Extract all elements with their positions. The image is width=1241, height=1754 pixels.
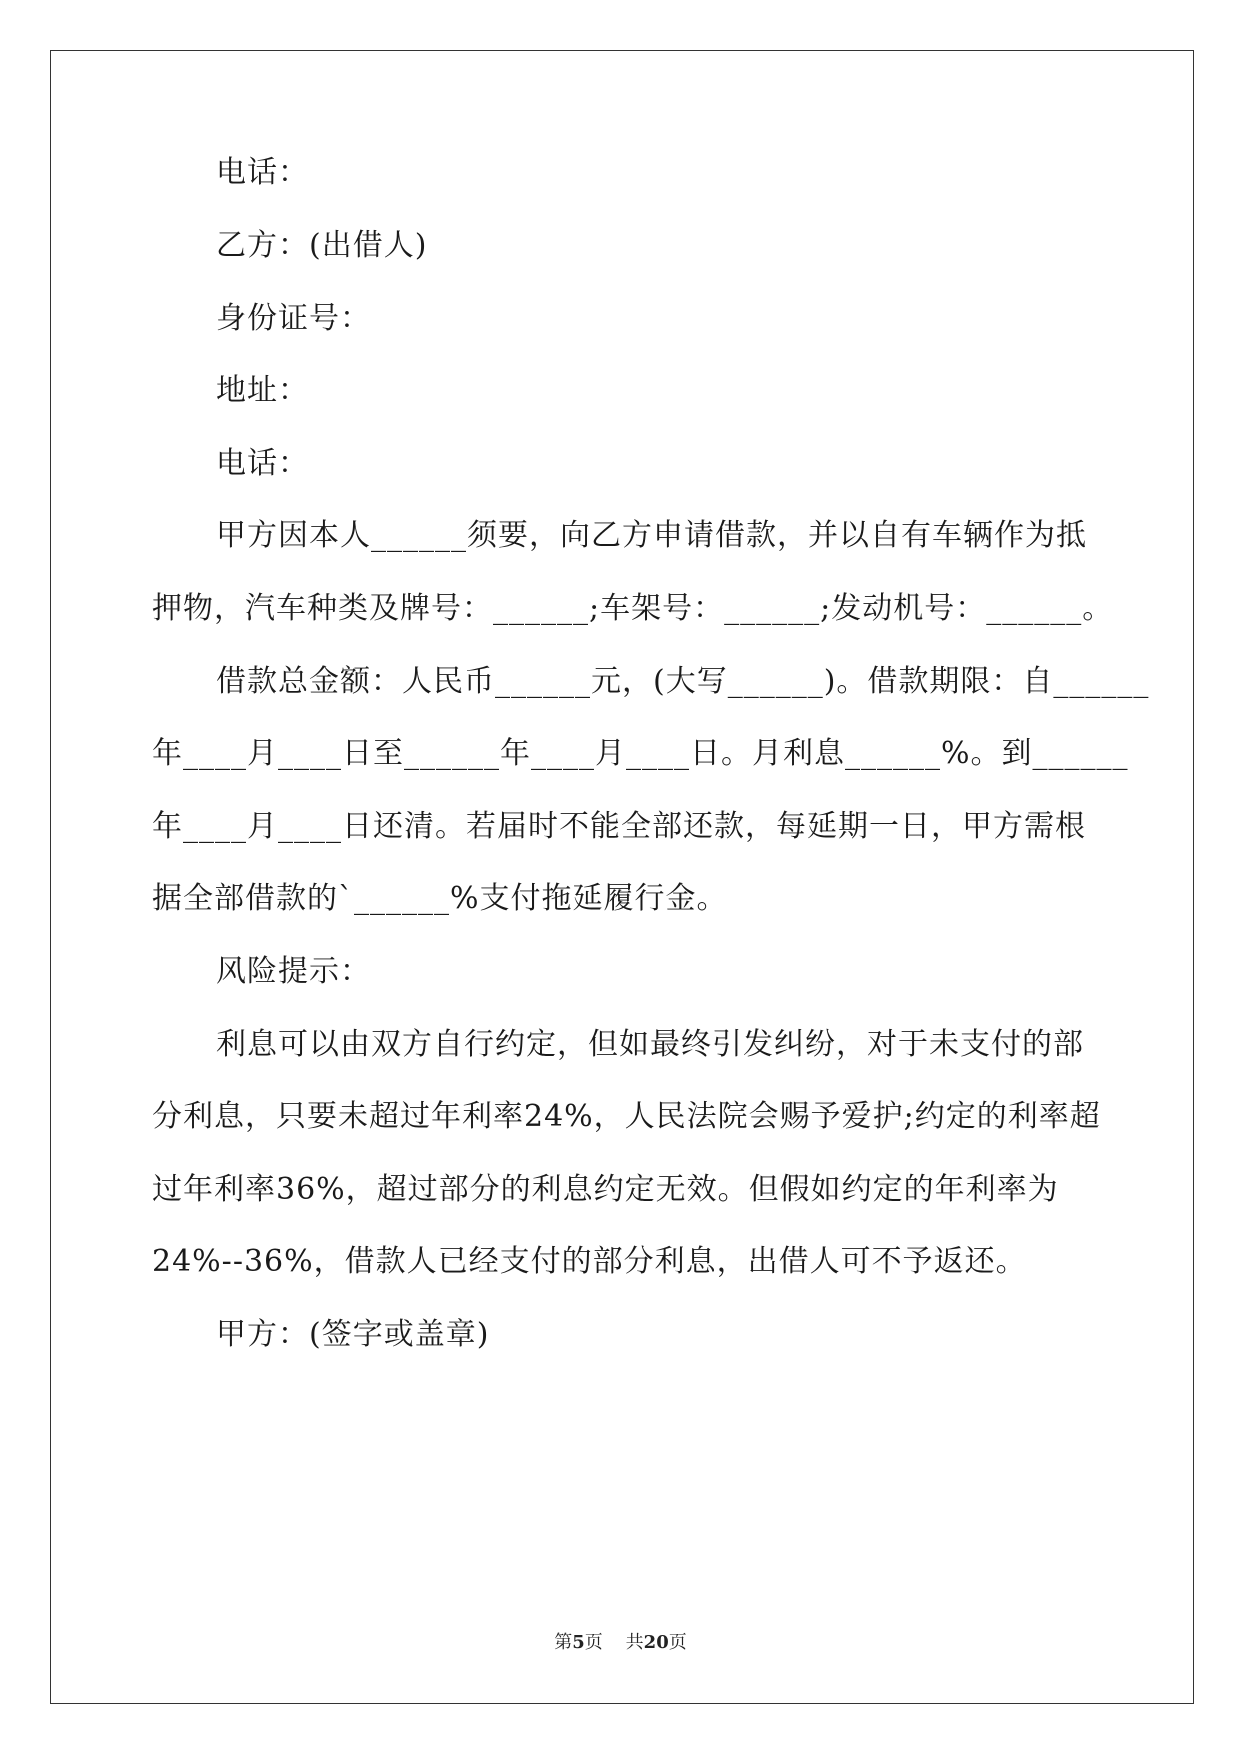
paragraph-risk-line-4: 24%--36%，借款人已经支付的部分利息，出借人可不予返还。 — [152, 1244, 1027, 1279]
footer-total-suffix: 页 — [668, 1632, 687, 1653]
footer-prefix: 第 — [554, 1632, 573, 1653]
paragraph-risk-line-1: 利息可以由双方自行约定，但如最终引发纠纷，对于未支付的部 — [216, 1027, 1084, 1062]
footer-total-prefix: 共 — [625, 1632, 644, 1653]
paragraph-loan-line-1: 借款总金额：人民币______元，(大写______)。借款期限：自______ — [216, 664, 1150, 699]
paragraph-risk-line-2: 分利息，只要未超过年利率24%，人民法院会赐予爱护;约定的利率超 — [152, 1099, 1101, 1134]
total-page-count: 20 — [643, 1632, 669, 1653]
paragraph-loan-line-4: 据全部借款的`______%支付拖延履行金。 — [152, 881, 728, 916]
phone-label-party-b: 电话： — [216, 446, 309, 481]
page-footer — [0, 1631, 1241, 1655]
phone-label-party-a: 电话： — [216, 155, 309, 190]
party-b-label: 乙方：(出借人) — [216, 228, 428, 263]
risk-notice-heading: 风险提示： — [216, 954, 371, 989]
current-page-number: 5 — [572, 1632, 585, 1653]
paragraph-loan-line-2: 年____月____日至______年____月____日。月利息______%。到______ — [152, 736, 1129, 771]
paragraph-risk-line-3: 过年利率36%，超过部分的利息约定无效。但假如约定的年利率为 — [152, 1172, 1059, 1207]
paragraph-collateral-line-1: 甲方因本人______须要，向乙方申请借款，并以自有车辆作为抵 — [216, 518, 1087, 553]
paragraph-loan-line-3: 年____月____日还清。若届时不能全部还款，每延期一日，甲方需根 — [152, 809, 1086, 844]
party-a-signature-label: 甲方：(签字或盖章) — [216, 1317, 490, 1352]
paragraph-collateral-line-2: 押物，汽车种类及牌号：______;车架号：______;发动机号：______。 — [152, 591, 1114, 626]
address-label: 地址： — [216, 373, 309, 408]
id-number-label: 身份证号： — [216, 301, 371, 336]
footer-page-suffix: 页 — [584, 1632, 603, 1653]
